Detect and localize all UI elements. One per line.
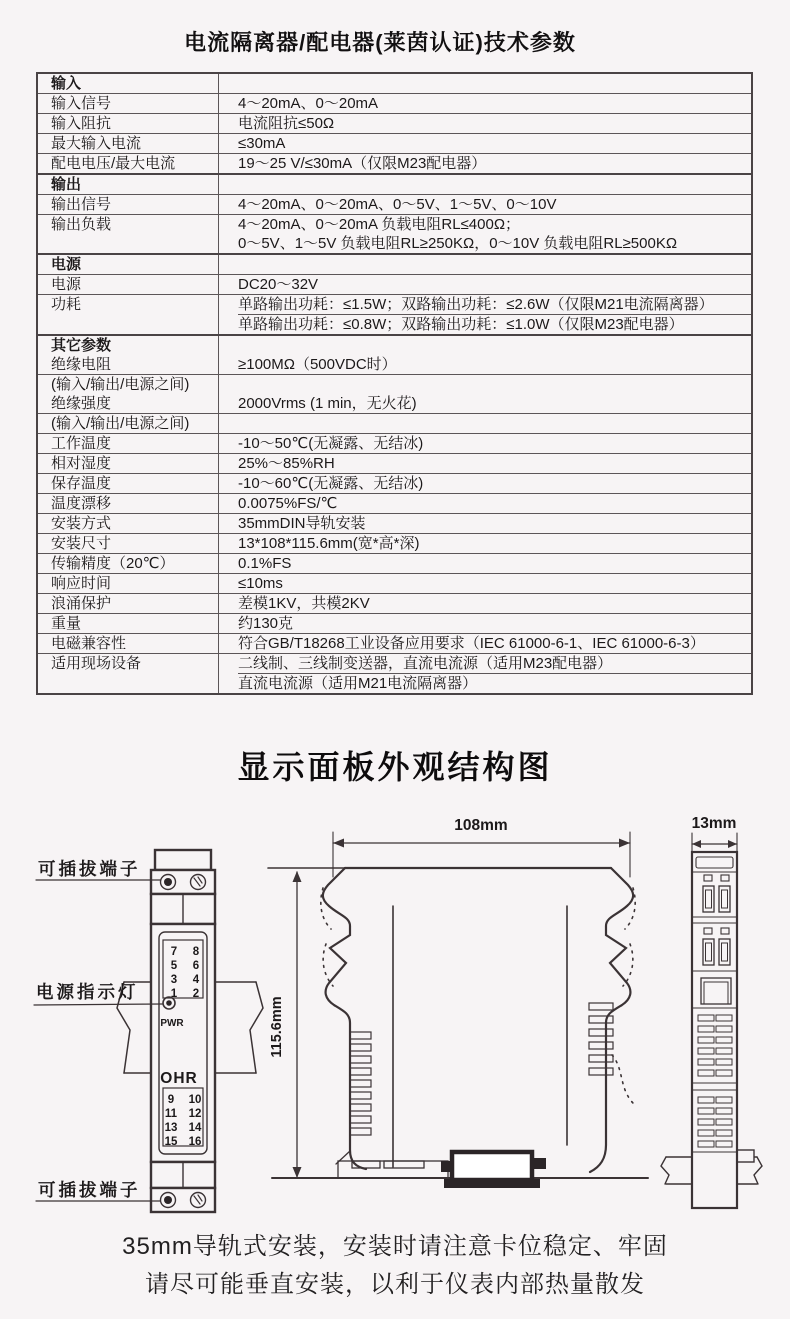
terminal-number: 13 <box>164 1122 178 1134</box>
spec-label: 电源 <box>38 275 219 294</box>
module-end-view <box>661 833 762 1208</box>
spec-value <box>219 255 751 274</box>
table-row <box>38 214 751 253</box>
table-row <box>38 153 751 173</box>
dim-depth: 13mm <box>691 815 737 832</box>
spec-label: 输出 <box>38 175 219 194</box>
terminal-number: 9 <box>167 1094 175 1106</box>
spec-table <box>36 72 753 695</box>
dim-height: 115.6mm <box>269 996 285 1058</box>
pwr-label: PWR <box>160 1018 184 1029</box>
spec-label: 保存温度 <box>38 474 219 493</box>
terminal-number: 16 <box>188 1136 202 1148</box>
terminal-number: 12 <box>188 1108 202 1120</box>
table-row <box>38 173 751 194</box>
terminal-number: 7 <box>170 946 178 958</box>
terminal-number: 5 <box>170 960 178 972</box>
table-row <box>38 613 751 633</box>
din-clip <box>441 1152 546 1188</box>
table-row <box>38 533 751 553</box>
spec-label: 适用现场设备 <box>38 654 219 693</box>
table-row <box>38 274 751 294</box>
spec-label: 输出信号 <box>38 195 219 214</box>
table-row <box>38 593 751 613</box>
table-row <box>38 453 751 473</box>
label-power-indicator: 电源指示灯 <box>36 982 139 1002</box>
spec-value: DC20～32V <box>238 276 319 293</box>
spec-label: 最大输入电流 <box>38 134 219 153</box>
table-row <box>38 93 751 113</box>
spec-label: (输入/输出/电源之间) 绝缘强度 <box>38 375 219 413</box>
structure-diagram <box>0 795 790 1225</box>
terminal-number: 15 <box>164 1136 178 1148</box>
table-row <box>38 513 751 533</box>
vent-slats <box>350 1032 371 1135</box>
spec-label: 配电电压/最大电流 <box>38 154 219 173</box>
spec-label: 输入 <box>38 74 219 93</box>
installation-note-line2: 请尽可能垂直安装，以利于仪表内部热量散发 <box>145 1271 645 1298</box>
label-pluggable-terminal-bottom: 可插拔端子 <box>38 1180 141 1200</box>
spec-value: 4～20mA、0～20mA <box>238 95 379 112</box>
spec-label: 重量 <box>38 614 219 633</box>
label-pluggable-terminal-top: 可插拔端子 <box>38 859 141 879</box>
spec-value: ≤30mA <box>238 135 286 152</box>
terminal-number: 11 <box>164 1108 178 1120</box>
spec-value: 约130克 <box>238 615 294 632</box>
terminal-number: 3 <box>170 974 178 986</box>
spec-value: 电流阻抗≤50Ω <box>238 115 335 132</box>
terminal-number: 6 <box>192 960 200 972</box>
spec-label: 传输精度（20℃） <box>38 554 219 573</box>
table-row <box>38 653 751 693</box>
table-row <box>38 413 751 433</box>
brand-logo: OHR <box>160 1070 198 1087</box>
spec-label: 温度漂移 <box>38 494 219 513</box>
spec-label: 安装方式 <box>38 514 219 533</box>
terminal-number: 10 <box>188 1094 202 1106</box>
module-side-view <box>268 832 648 1188</box>
table-row <box>38 74 751 93</box>
module-front-view <box>151 850 215 1212</box>
spec-label: 输出负载 <box>38 215 219 253</box>
spec-value <box>219 175 751 194</box>
spec-value: 13*108*115.6mm(宽*高*深) <box>238 535 420 552</box>
table-row <box>38 133 751 153</box>
spec-label: 安装尺寸 <box>38 534 219 553</box>
spec-value: 0.1%FS <box>238 555 292 572</box>
mounting-plate <box>336 1151 448 1178</box>
spec-label: 电源 <box>38 255 219 274</box>
spec-label: (输入/输出/电源之间) <box>38 414 219 433</box>
terminal-number: 8 <box>192 946 200 958</box>
table-row <box>38 253 751 274</box>
spec-value: -10～50℃(无凝露、无结冰) <box>238 435 424 452</box>
table-row <box>38 553 751 573</box>
leader-lines <box>34 880 162 1201</box>
spec-value: 单路输出功耗：≤1.5W；双路输出功耗：≤2.6W（仅限M21电流隔离器） 单路输出功耗：≤0.8W；双路输出功耗：≤1.0W（仅限M23配电器） <box>219 295 751 334</box>
spec-value: 35mmDIN导轨安装 <box>238 515 366 532</box>
spec-value: 0.0075%FS/℃ <box>238 495 338 512</box>
spec-value: 差模1KV，共模2KV <box>238 595 370 612</box>
terminal-number: 1 <box>170 988 178 1000</box>
spec-value: 符合GB/T18268工业设备应用要求（IEC 61000-6-1、IEC 61000-6-3） <box>238 635 705 652</box>
spec-value: -10～60℃(无凝露、无结冰) <box>238 475 424 492</box>
spec-label: 输入信号 <box>38 94 219 113</box>
spec-value: 2000Vrms (1 min，无火花) <box>238 395 417 412</box>
table-row <box>38 334 751 374</box>
page-title: 电流隔离器/配电器(莱茵认证)技术参数 <box>184 30 576 55</box>
spec-value: 4～20mA、0～20mA、0～5V、1～5V、0～10V <box>238 196 557 213</box>
terminal-number: 14 <box>188 1122 202 1134</box>
table-row <box>38 294 751 334</box>
spec-value <box>219 414 751 433</box>
spec-value: 25%～85%RH <box>238 455 335 472</box>
spec-value: ≤10ms <box>238 575 283 592</box>
spec-value: ≥100MΩ（500VDC时） <box>238 356 397 373</box>
spec-value: 4～20mA、0～20mA 负载电阻RL≤400Ω； 0～5V、1～5V 负载电阻RL≥250KΩ，0～10V 负载电阻RL≥500KΩ <box>238 216 678 252</box>
spec-label: 功耗 <box>38 295 219 334</box>
table-row <box>38 633 751 653</box>
terminal-number: 2 <box>192 988 200 1000</box>
table-row <box>38 113 751 133</box>
diagram-title: 显示面板外观结构图 <box>237 749 553 785</box>
dim-width: 108mm <box>454 817 508 834</box>
terminal-number: 4 <box>192 974 200 986</box>
spec-value <box>219 74 751 93</box>
table-row <box>38 573 751 593</box>
table-row <box>38 194 751 214</box>
table-row <box>38 493 751 513</box>
spec-label: 输入阻抗 <box>38 114 219 133</box>
table-row <box>38 433 751 453</box>
spec-label: 电磁兼容性 <box>38 634 219 653</box>
spec-label: 相对湿度 <box>38 454 219 473</box>
spec-label: 浪涌保护 <box>38 594 219 613</box>
table-row <box>38 473 751 493</box>
spec-label: 其它参数 绝缘电阻 <box>38 336 219 374</box>
spec-label: 响应时间 <box>38 574 219 593</box>
spec-value: 二线制、三线制变送器，直流电流源（适用M23配电器） 直流电流源（适用M21电流隔离器） <box>219 654 751 693</box>
structure-diagram-svg <box>0 795 790 1225</box>
installation-note <box>0 1228 790 1304</box>
table-row <box>38 374 751 413</box>
spec-value: 19～25 V/≤30mA（仅限M23配电器） <box>238 155 487 172</box>
spec-label: 工作温度 <box>38 434 219 453</box>
installation-note-line1: 35mm导轨式安装，安装时请注意卡位稳定、牢固 <box>122 1233 668 1260</box>
